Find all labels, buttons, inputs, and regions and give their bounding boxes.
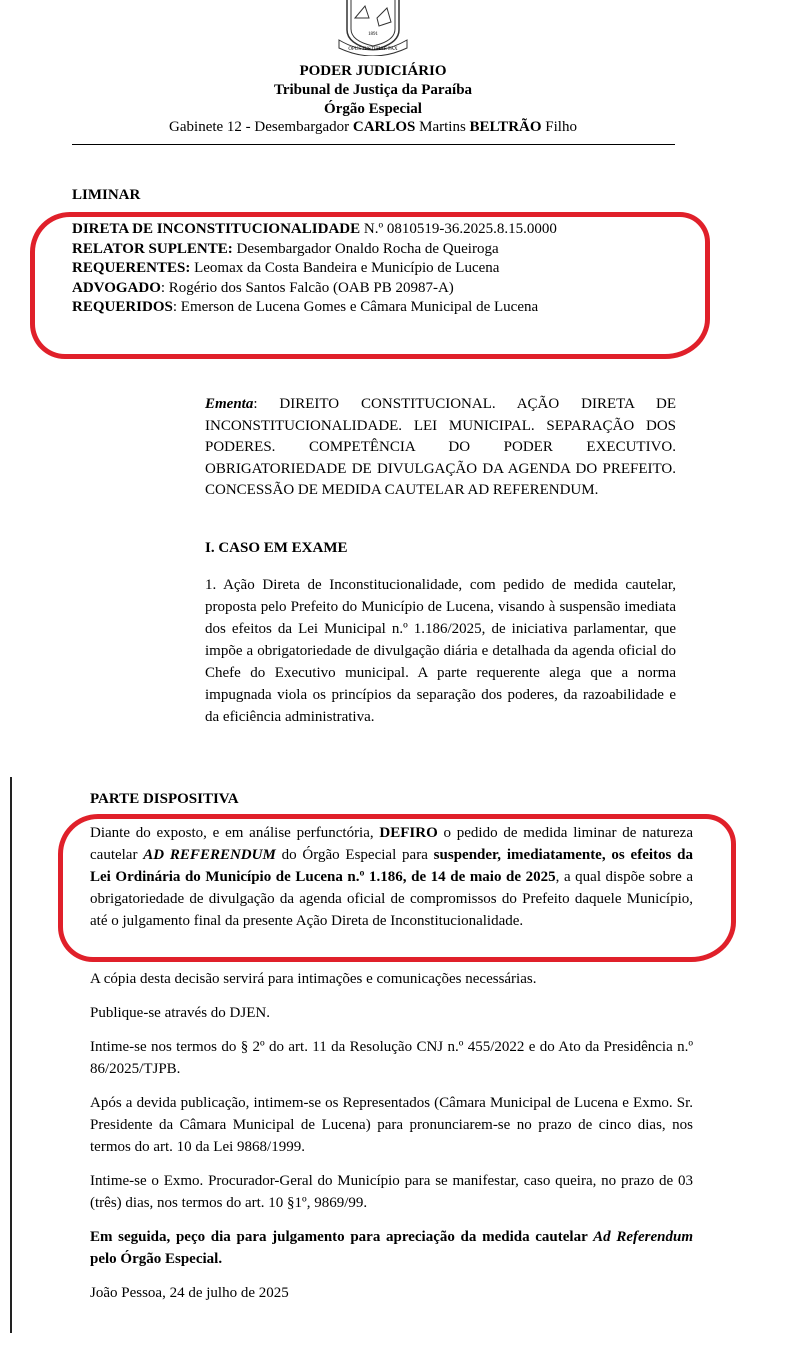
header-line-2: Tribunal de Justiça da Paraíba bbox=[273, 82, 473, 98]
case-class: DIRETA DE INCONSTITUCIONALIDADE N.º 0810519-36.2025.8.15.0000 bbox=[72, 221, 557, 237]
section-title: I. CASO EM EXAME bbox=[205, 540, 348, 556]
dispositiva-paragraph-7: Em seguida, peço dia para julgamento para apreciação da medida cautelar Ad Referendum pelo Órgão Especial. bbox=[90, 1229, 694, 1267]
header-divider bbox=[72, 144, 675, 145]
header-line-3: Órgão Especial bbox=[324, 101, 422, 117]
court-seal-icon bbox=[333, 0, 413, 56]
dispositiva-paragraph-1: Diante do exposto, e em análise perfunctória, DEFIRO o pedido de medida liminar de natureza cautelar AD REFERENDUM do Órgão Especial para suspender, imediatamente, os efeitos da Lei Ordinária do Município de Lucena n.º 1.186, de 14 de maio de 2025, a qual dispõe sobre a obrigatoriedade de divulgação da agenda oficial de compromissos do Prefeito daquele Município, até o julgamento final da presente Ação Direta de Inconstitucionalidade. bbox=[90, 825, 694, 929]
section-text: 1. Ação Direta de Inconstitucionalidade, com pedido de medida cautelar, proposta pelo Prefeito do Município de Lucena, visando à suspensão imediata dos efeitos da Lei Municipal n.º 1.186/2025, de iniciativa parlamentar, que impõe a obrigatoriedade de divulgação diária e detalhada da agenda oficial do Chefe do Executivo municipal. A parte requerente alega que a norma impugnada viola os princípios da separação dos poderes, da razoabilidade e da eficiência administrativa. bbox=[205, 577, 676, 725]
header-line-4: Gabinete 12 - Desembargador CARLOS Martins BELTRÃO Filho bbox=[169, 119, 577, 135]
dispositiva-title: PARTE DISPOSITIVA bbox=[90, 791, 239, 807]
case-info bbox=[72, 220, 712, 318]
case-advogado: ADVOGADO: Rogério dos Santos Falcão (OAB PB 20987-A) bbox=[72, 279, 454, 296]
ementa: Ementa: DIREITO CONSTITUCIONAL. AÇÃO DIRETA DE INCONSTITUCIONALIDADE. LEI MUNICIPAL. SEPARAÇÃO DOS PODERES. COMPETÊNCIA DO PODER EXECUTIVO. OBRIGATORIEDADE DE DIVULGAÇÃO DA AGENDA DO PREFEITO. CONCESSÃO DE MEDIDA CAUTELAR AD REFERENDUM. bbox=[205, 396, 676, 498]
margin-bar bbox=[10, 777, 12, 1333]
dispositiva-paragraph-2: A cópia desta decisão servirá para intimações e comunicações necessárias. bbox=[90, 971, 537, 987]
dispositiva-paragraph-5: Após a devida publicação, intimem-se os Representados (Câmara Municipal de Lucena e Exmo. Sr. Presidente da Câmara Municipal de Lucena) para pronunciarem-se no prazo de cinco dias, nos termos do art. 10 da Lei 9868/1999. bbox=[90, 1095, 693, 1155]
doc-type: LIMINAR bbox=[72, 187, 141, 203]
dispositiva-paragraph-4: Intime-se nos termos do § 2º do art. 11 da Resolução CNJ n.º 455/2022 e do Ato da Presidência n.º 86/2025/TJPB. bbox=[90, 1039, 693, 1077]
seal-year: 1891 bbox=[368, 32, 378, 37]
date-line: João Pessoa, 24 de julho de 2025 bbox=[90, 1285, 289, 1301]
seal-motto: OPUS JUSTITIAE PAX bbox=[348, 47, 398, 52]
case-requeridos: REQUERIDOS: Emerson de Lucena Gomes e Câmara Municipal de Lucena bbox=[72, 299, 539, 315]
case-relator: RELATOR SUPLENTE: Desembargador Onaldo Rocha de Queiroga bbox=[72, 240, 499, 257]
case-requerentes: REQUERENTES: Leomax da Costa Bandeira e Município de Lucena bbox=[72, 260, 500, 276]
dispositiva-paragraph-6: Intime-se o Exmo. Procurador-Geral do Município para se manifestar, caso queira, no prazo de 03 (três) dias, nos termos do art. 10 §1º, 9869/99. bbox=[90, 1173, 693, 1211]
header-line-1: PODER JUDICIÁRIO bbox=[299, 63, 447, 79]
dispositiva-paragraph-3: Publique-se através do DJEN. bbox=[90, 1005, 270, 1021]
